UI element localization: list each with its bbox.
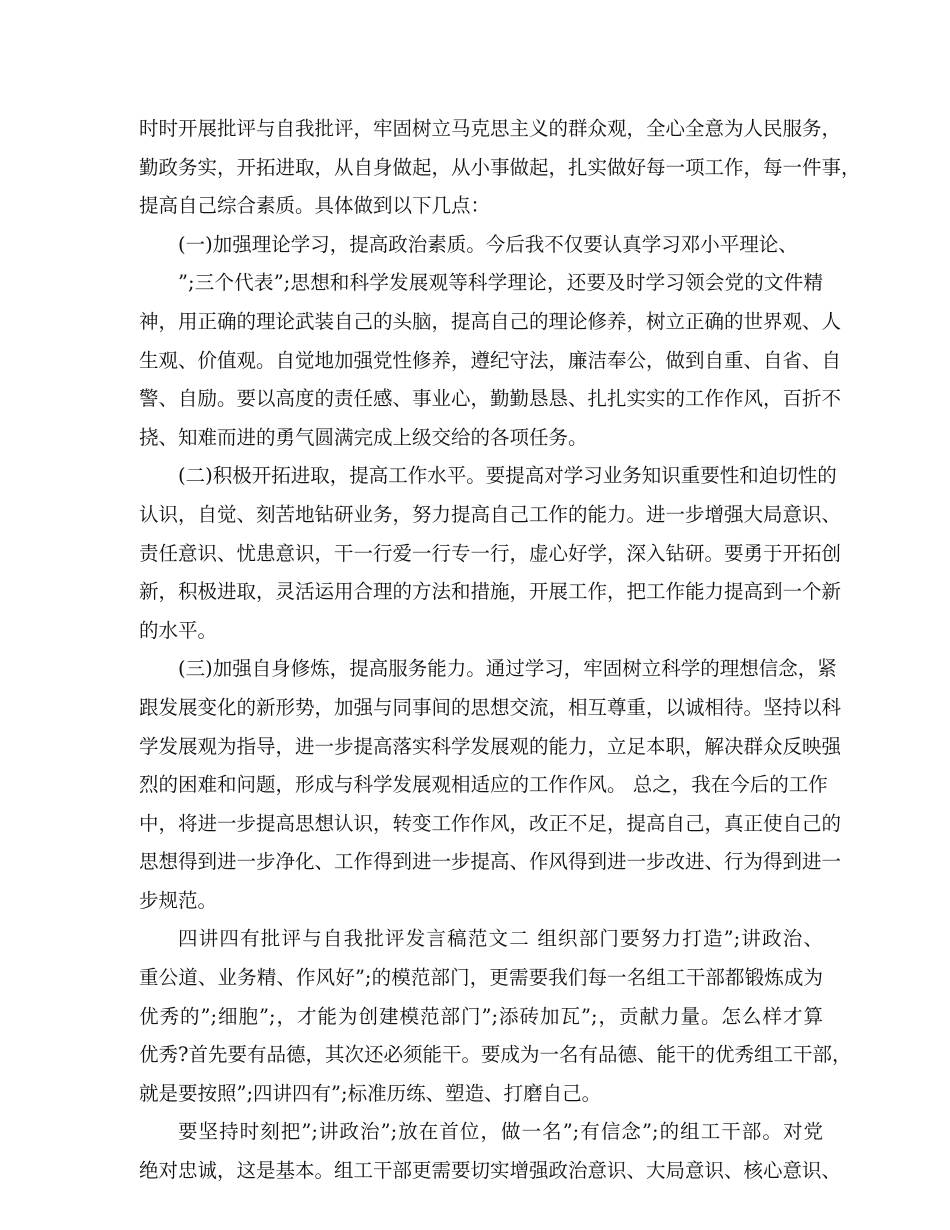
text-line: 神，用正确的理论武装自己的头脑，提高自己的理论修养，树立正确的世界观、人 (139, 309, 842, 333)
text-line: 要坚持时刻把”;讲政治”;放在首位，做一名”;有信念”;的组工干部。对党 (178, 1120, 823, 1144)
text-line: (三)加强自身修炼，提高服务能力。通过学习，牢固树立科学的理想信念，紧 (178, 657, 837, 681)
text-line: 勤政务实，开拓进取，从自身做起，从小事做起，扎实做好每一项工作，每一件事， (139, 155, 861, 179)
text-line: 优秀的”;细胞”;，才能为创建模范部门”;添砖加瓦”;，贡献力量。怎么样才算 (139, 1004, 823, 1028)
text-line: 烈的困难和问题，形成与科学发展观相适应的工作作风。 总之，我在今后的工作 (139, 773, 828, 797)
text-line: 学发展观为指导，进一步提高落实科学发展观的能力，立足本职，解决群众反映强 (139, 734, 842, 758)
text-line: ”;三个代表”;思想和科学发展观等科学理论，还要及时学习领会党的文件精 (178, 271, 823, 295)
text-line: 新，积极进取，灵活运用合理的方法和措施，开展工作，把工作能力提高到一个新 (139, 580, 842, 604)
text-line: 的水平。 (139, 618, 218, 642)
text-line: 提高自己综合素质。具体做到以下几点： (139, 194, 491, 218)
text-line: 时时开展批评与自我批评，牢固树立马克思主义的群众观，全心全意为人民服务， (139, 117, 842, 140)
text-line: 中，将进一步提高思想认识，转变工作作风，改正不足，提高自己，真正使自己的 (139, 811, 842, 835)
text-line: (一)加强理论学习，提高政治素质。今后我不仅要认真学习邓小平理论、 (178, 232, 798, 256)
text-line: 重公道、业务精、作风好”;的模范部门，更需要我们每一名组工干部都锻炼成为 (139, 966, 823, 990)
text-line: 挠、知难而进的勇气圆满完成上级交给的各项任务。 (139, 425, 588, 449)
text-line: 生观、价值观。自觉地加强党性修养，遵纪守法，廉洁奉公，做到自重、自省、自 (139, 348, 842, 372)
text-line: 四讲四有批评与自我批评发言稿范文二 组织部门要努力打造”;讲政治、 (178, 927, 823, 951)
text-line: 思想得到进一步净化、工作得到进一步提高、作风得到进一步改进、行为得到进一 (139, 850, 842, 874)
text-line: 优秀?首先要有品德，其次还必须能干。要成为一名有品德、能干的优秀组工干部， (139, 1043, 852, 1067)
text-line: 绝对忠诚，这是基本。组工干部更需要切实增强政治意识、大局意识、核心意识、 (139, 1159, 842, 1183)
text-line: 责任意识、忧患意识，干一行爱一行专一行，虚心好学，深入钻研。要勇于开拓创 (139, 541, 842, 565)
text-line: 就是要按照”;四讲四有”;标准历练、塑造、打磨自己。 (139, 1081, 602, 1105)
text-line: (二)积极开拓进取，提高工作水平。要提高对学习业务知识重要性和迫切性的 (178, 464, 837, 488)
document-body (139, 110, 861, 1191)
text-line: 认识，自觉、刻苦地钻研业务，努力提高自己工作的能力。进一步增强大局意识、 (139, 502, 842, 526)
text-line: 跟发展变化的新形势，加强与同事间的思想交流，相互尊重，以诚相待。坚持以科 (139, 695, 842, 719)
text-line: 步规范。 (139, 888, 218, 912)
text-line: 警、自励。要以高度的责任感、事业心，勤勤恳恳、扎扎实实的工作作风，百折不 (139, 387, 842, 411)
